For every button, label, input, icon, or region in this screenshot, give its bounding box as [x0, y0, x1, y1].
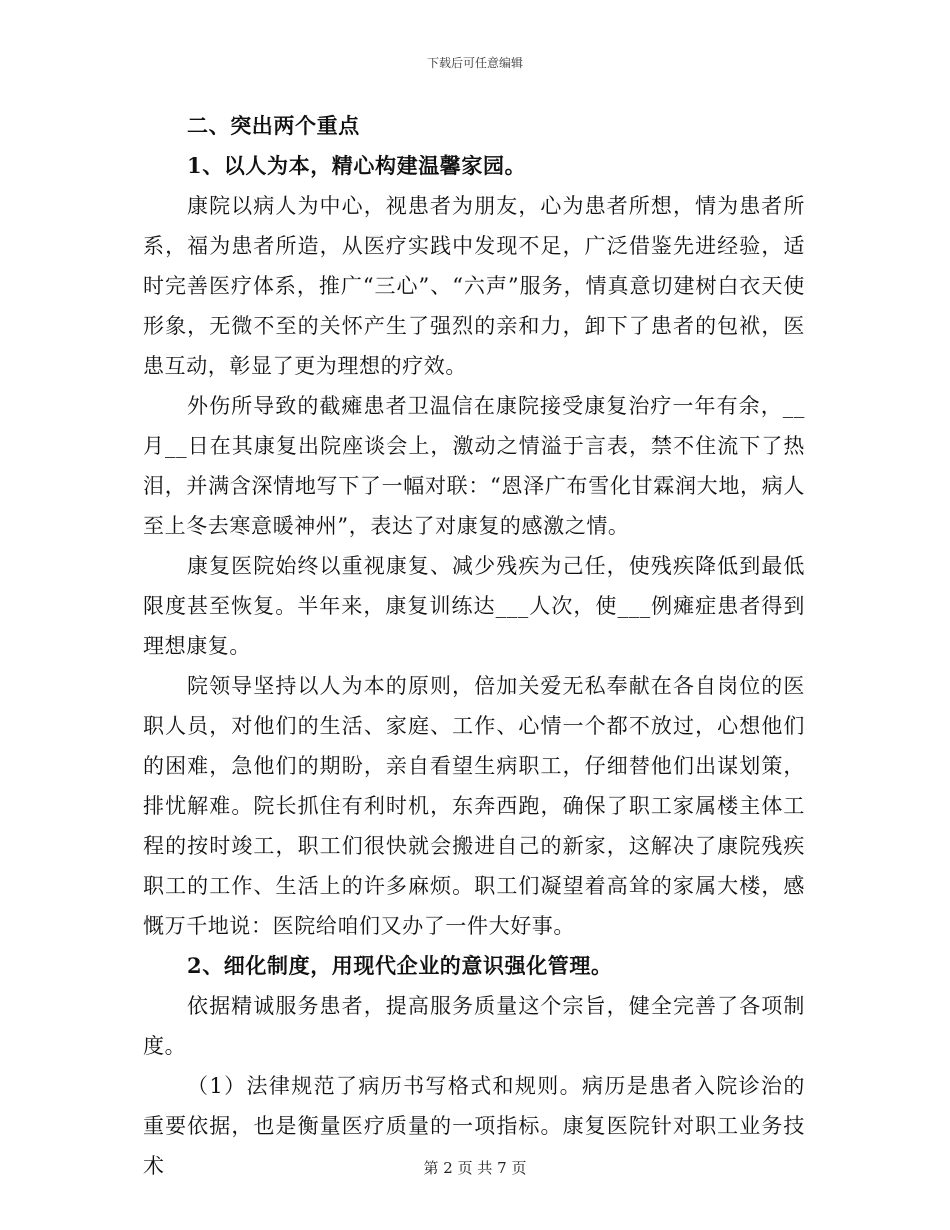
page-number: 第 2 页 共 7 页 — [423, 1159, 527, 1177]
subheading-2: 2、细化制度，用现代企业的意识强化管理。 — [187, 953, 613, 978]
header-note: 下载后可任意编辑 — [426, 56, 523, 70]
paragraph-4: 院领导坚持以人为本的原则，倍加关爱无私奉献在各自岗位的医职人员，对他们的生活、家庭、工作、心情一个都不放过，心想他们的困难，急他们的期盼，亲自看望生病职工，仔细替他们出谋划策，排忧解难。院长抓住有利时机，东奔西跑，确保了职工家属楼主体工程的按时竣工，职工们很快就会搬进自己的新家，这解决了康院残疾职工的工作、生活上的许多麻烦。职工们凝望着高耸的家属大楼，感慨万千地说：医院给咱们又办了一件大好事。 — [143, 674, 805, 938]
paragraph-3: 康复医院始终以重视康复、减少残疾为己任，使残疾降低到最低限度甚至恢复。半年来，康复训练达___人次，使___例瘫症患者得到理想康复。 — [143, 554, 805, 658]
subheading-1: 1、以人为本，精心构建温馨家园。 — [187, 153, 527, 178]
paragraph-5: 依据精诚服务患者，提高服务质量这个宗旨，健全完善了各项制度。 — [143, 994, 805, 1058]
paragraph-1: 康院以病人为中心，视患者为朋友，心为患者所想，情为患者所系，福为患者所造，从医疗实践中发现不足，广泛借鉴先进经验，适时完善医疗体系，推广“三心”、“六声”服务，情真意切建树白衣天使形象，无微不至的关怀产生了强烈的亲和力，卸下了患者的包袱，医患互动，彰显了更为理想的疗效。 — [143, 194, 805, 378]
section-title: 二、突出两个重点 — [187, 113, 360, 138]
paragraph-6: （1）法律规范了病历书写格式和规则。病历是患者入院诊治的重要依据，也是衡量医疗质量的一项指标。康复医院针对职工业务技术 — [143, 1074, 805, 1178]
paragraph-2: 外伤所导致的截瘫患者卫温信在康院接受康复治疗一年有余，__月__日在其康复出院座谈会上，激动之情溢于言表，禁不住流下了热泪，并满含深情地写下了一幅对联：“恩泽广布雪化甘霖润大地，病人至上冬去寒意暖神州”，表达了对康复的感激之情。 — [143, 394, 805, 538]
document-body — [143, 106, 805, 1186]
